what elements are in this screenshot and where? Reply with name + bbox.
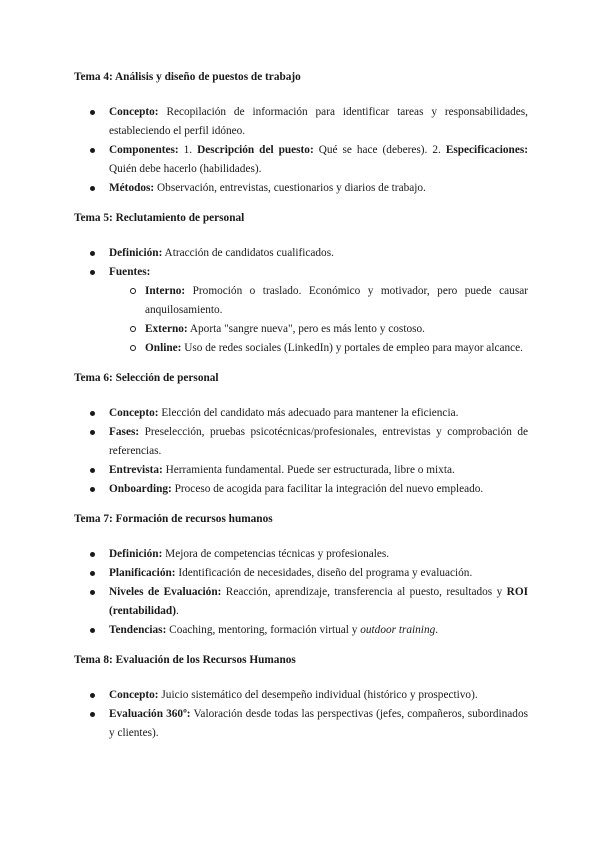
item-label: Componentes: bbox=[109, 144, 179, 156]
bullet-icon bbox=[90, 487, 95, 492]
bullet-icon bbox=[90, 468, 95, 473]
section-title: Tema 6: Selección de personal bbox=[74, 372, 219, 384]
list-item bbox=[74, 423, 528, 461]
item-label: Concepto: bbox=[109, 689, 159, 701]
item-text: Recopilación de información para identificar tareas y responsabilidades, estableciendo el perfil idóneo. bbox=[109, 106, 528, 137]
item-label: Concepto: bbox=[109, 407, 159, 419]
item-text: Atracción de candidatos cualificados. bbox=[162, 247, 334, 259]
circle-bullet-icon bbox=[130, 288, 136, 294]
item-label: Definición: bbox=[109, 247, 163, 259]
item-label: Descripción del puesto: bbox=[197, 144, 314, 156]
item-label: Niveles de Evaluación: bbox=[109, 586, 222, 598]
list-item bbox=[74, 103, 528, 141]
item-text: Juicio sistemático del desempeño individual (histórico y prospectivo). bbox=[158, 689, 478, 701]
item-text: Preselección, pruebas psicotécnicas/profesionales, entrevistas y comprobación de referencias. bbox=[109, 426, 528, 457]
item-text: . bbox=[435, 624, 439, 636]
bullet-list bbox=[74, 103, 528, 198]
item-text: Mejora de competencias técnicas y profesionales. bbox=[162, 548, 390, 560]
item-text: Uso de redes sociales (LinkedIn) y portales de empleo para mayor alcance. bbox=[181, 342, 523, 354]
list-item bbox=[74, 686, 528, 705]
bullet-icon bbox=[90, 712, 95, 717]
item-label: Fases: bbox=[109, 426, 140, 438]
item-text: Quién debe hacerlo (habilidades). bbox=[109, 163, 262, 175]
circle-bullet-icon bbox=[130, 326, 136, 332]
item-text: Promoción o traslado. Económico y motivador, pero puede causar anquilosamiento. bbox=[145, 285, 528, 316]
item-label: Concepto: bbox=[109, 106, 159, 118]
item-text: . bbox=[175, 605, 179, 617]
item-text: Identificación de necesidades, diseño del programa y evaluación. bbox=[175, 567, 473, 579]
item-label: Planificación: bbox=[109, 567, 176, 579]
item-text: Observación, entrevistas, cuestionarios y diarios de trabajo. bbox=[154, 182, 426, 194]
section-tema-7 bbox=[74, 510, 528, 640]
sub-list-item bbox=[74, 282, 528, 320]
item-text: Reacción, aprendizaje, transferencia al puesto, resultados y bbox=[221, 586, 507, 598]
item-text: 1. bbox=[178, 144, 198, 156]
item-text: Qué se hace (deberes). 2. bbox=[313, 144, 446, 156]
item-label: Definición: bbox=[109, 548, 163, 560]
bullet-list bbox=[74, 545, 528, 640]
item-label: Especificaciones: bbox=[445, 144, 529, 156]
item-italic-text: outdoor training bbox=[360, 624, 436, 636]
section-title: Tema 5: Reclutamiento de personal bbox=[74, 212, 245, 224]
section-tema-8 bbox=[74, 651, 528, 743]
item-label: Externo: bbox=[145, 323, 188, 335]
item-text: Proceso de acogida para facilitar la integración del nuevo empleado. bbox=[171, 483, 484, 495]
item-text: Coaching, mentoring, formación virtual y bbox=[166, 624, 361, 636]
item-text: Herramienta fundamental. Puede ser estructurada, libre o mixta. bbox=[162, 464, 455, 476]
list-item bbox=[74, 480, 528, 499]
item-label: Interno: bbox=[145, 285, 186, 297]
bullet-icon bbox=[90, 270, 95, 275]
section-tema-4 bbox=[74, 68, 528, 198]
item-label: Entrevista: bbox=[109, 464, 163, 476]
section-tema-5 bbox=[74, 209, 528, 358]
item-label: Online: bbox=[145, 342, 182, 354]
item-label: Tendencias: bbox=[109, 624, 167, 636]
item-text: Elección del candidato más adecuado para mantener la eficiencia. bbox=[158, 407, 459, 419]
list-item bbox=[74, 564, 528, 583]
section-title: Tema 8: Evaluación de los Recursos Humanos bbox=[74, 654, 296, 666]
bullet-icon bbox=[90, 552, 95, 557]
bullet-icon bbox=[90, 110, 95, 115]
section-title: Tema 4: Análisis y diseño de puestos de trabajo bbox=[74, 71, 301, 83]
circle-bullet-icon bbox=[130, 345, 136, 351]
bullet-icon bbox=[90, 571, 95, 576]
item-text: Valoración desde todas las perspectivas (jefes, compañeros, subordinados y clientes). bbox=[109, 708, 528, 739]
bullet-icon bbox=[90, 251, 95, 256]
sub-list-item bbox=[74, 320, 528, 339]
bullet-list bbox=[74, 686, 528, 743]
sub-list-item bbox=[74, 339, 528, 358]
bullet-icon bbox=[90, 693, 95, 698]
bullet-icon bbox=[90, 590, 95, 595]
list-item bbox=[74, 461, 528, 480]
bullet-icon bbox=[90, 411, 95, 416]
list-item bbox=[74, 141, 528, 179]
bullet-icon bbox=[90, 186, 95, 191]
bullet-list bbox=[74, 244, 528, 358]
item-label: Métodos: bbox=[109, 182, 155, 194]
item-label: Fuentes: bbox=[109, 266, 151, 278]
bullet-icon bbox=[90, 430, 95, 435]
list-item bbox=[74, 621, 528, 640]
list-item bbox=[74, 263, 528, 282]
bullet-list bbox=[74, 404, 528, 499]
item-text: Aporta "sangre nueva", pero es más lento y costoso. bbox=[187, 323, 425, 335]
list-item bbox=[74, 244, 528, 263]
section-title: Tema 7: Formación de recursos humanos bbox=[74, 513, 273, 525]
list-item bbox=[74, 179, 528, 198]
list-item bbox=[74, 404, 528, 423]
item-label: ROI (rentabilidad) bbox=[109, 586, 529, 617]
bullet-icon bbox=[90, 628, 95, 633]
section-tema-6 bbox=[74, 369, 528, 499]
list-item bbox=[74, 545, 528, 564]
bullet-icon bbox=[90, 148, 95, 153]
list-item bbox=[74, 705, 528, 743]
item-label: Evaluación 360º: bbox=[109, 708, 191, 720]
item-label: Onboarding: bbox=[109, 483, 172, 495]
list-item bbox=[74, 583, 528, 621]
